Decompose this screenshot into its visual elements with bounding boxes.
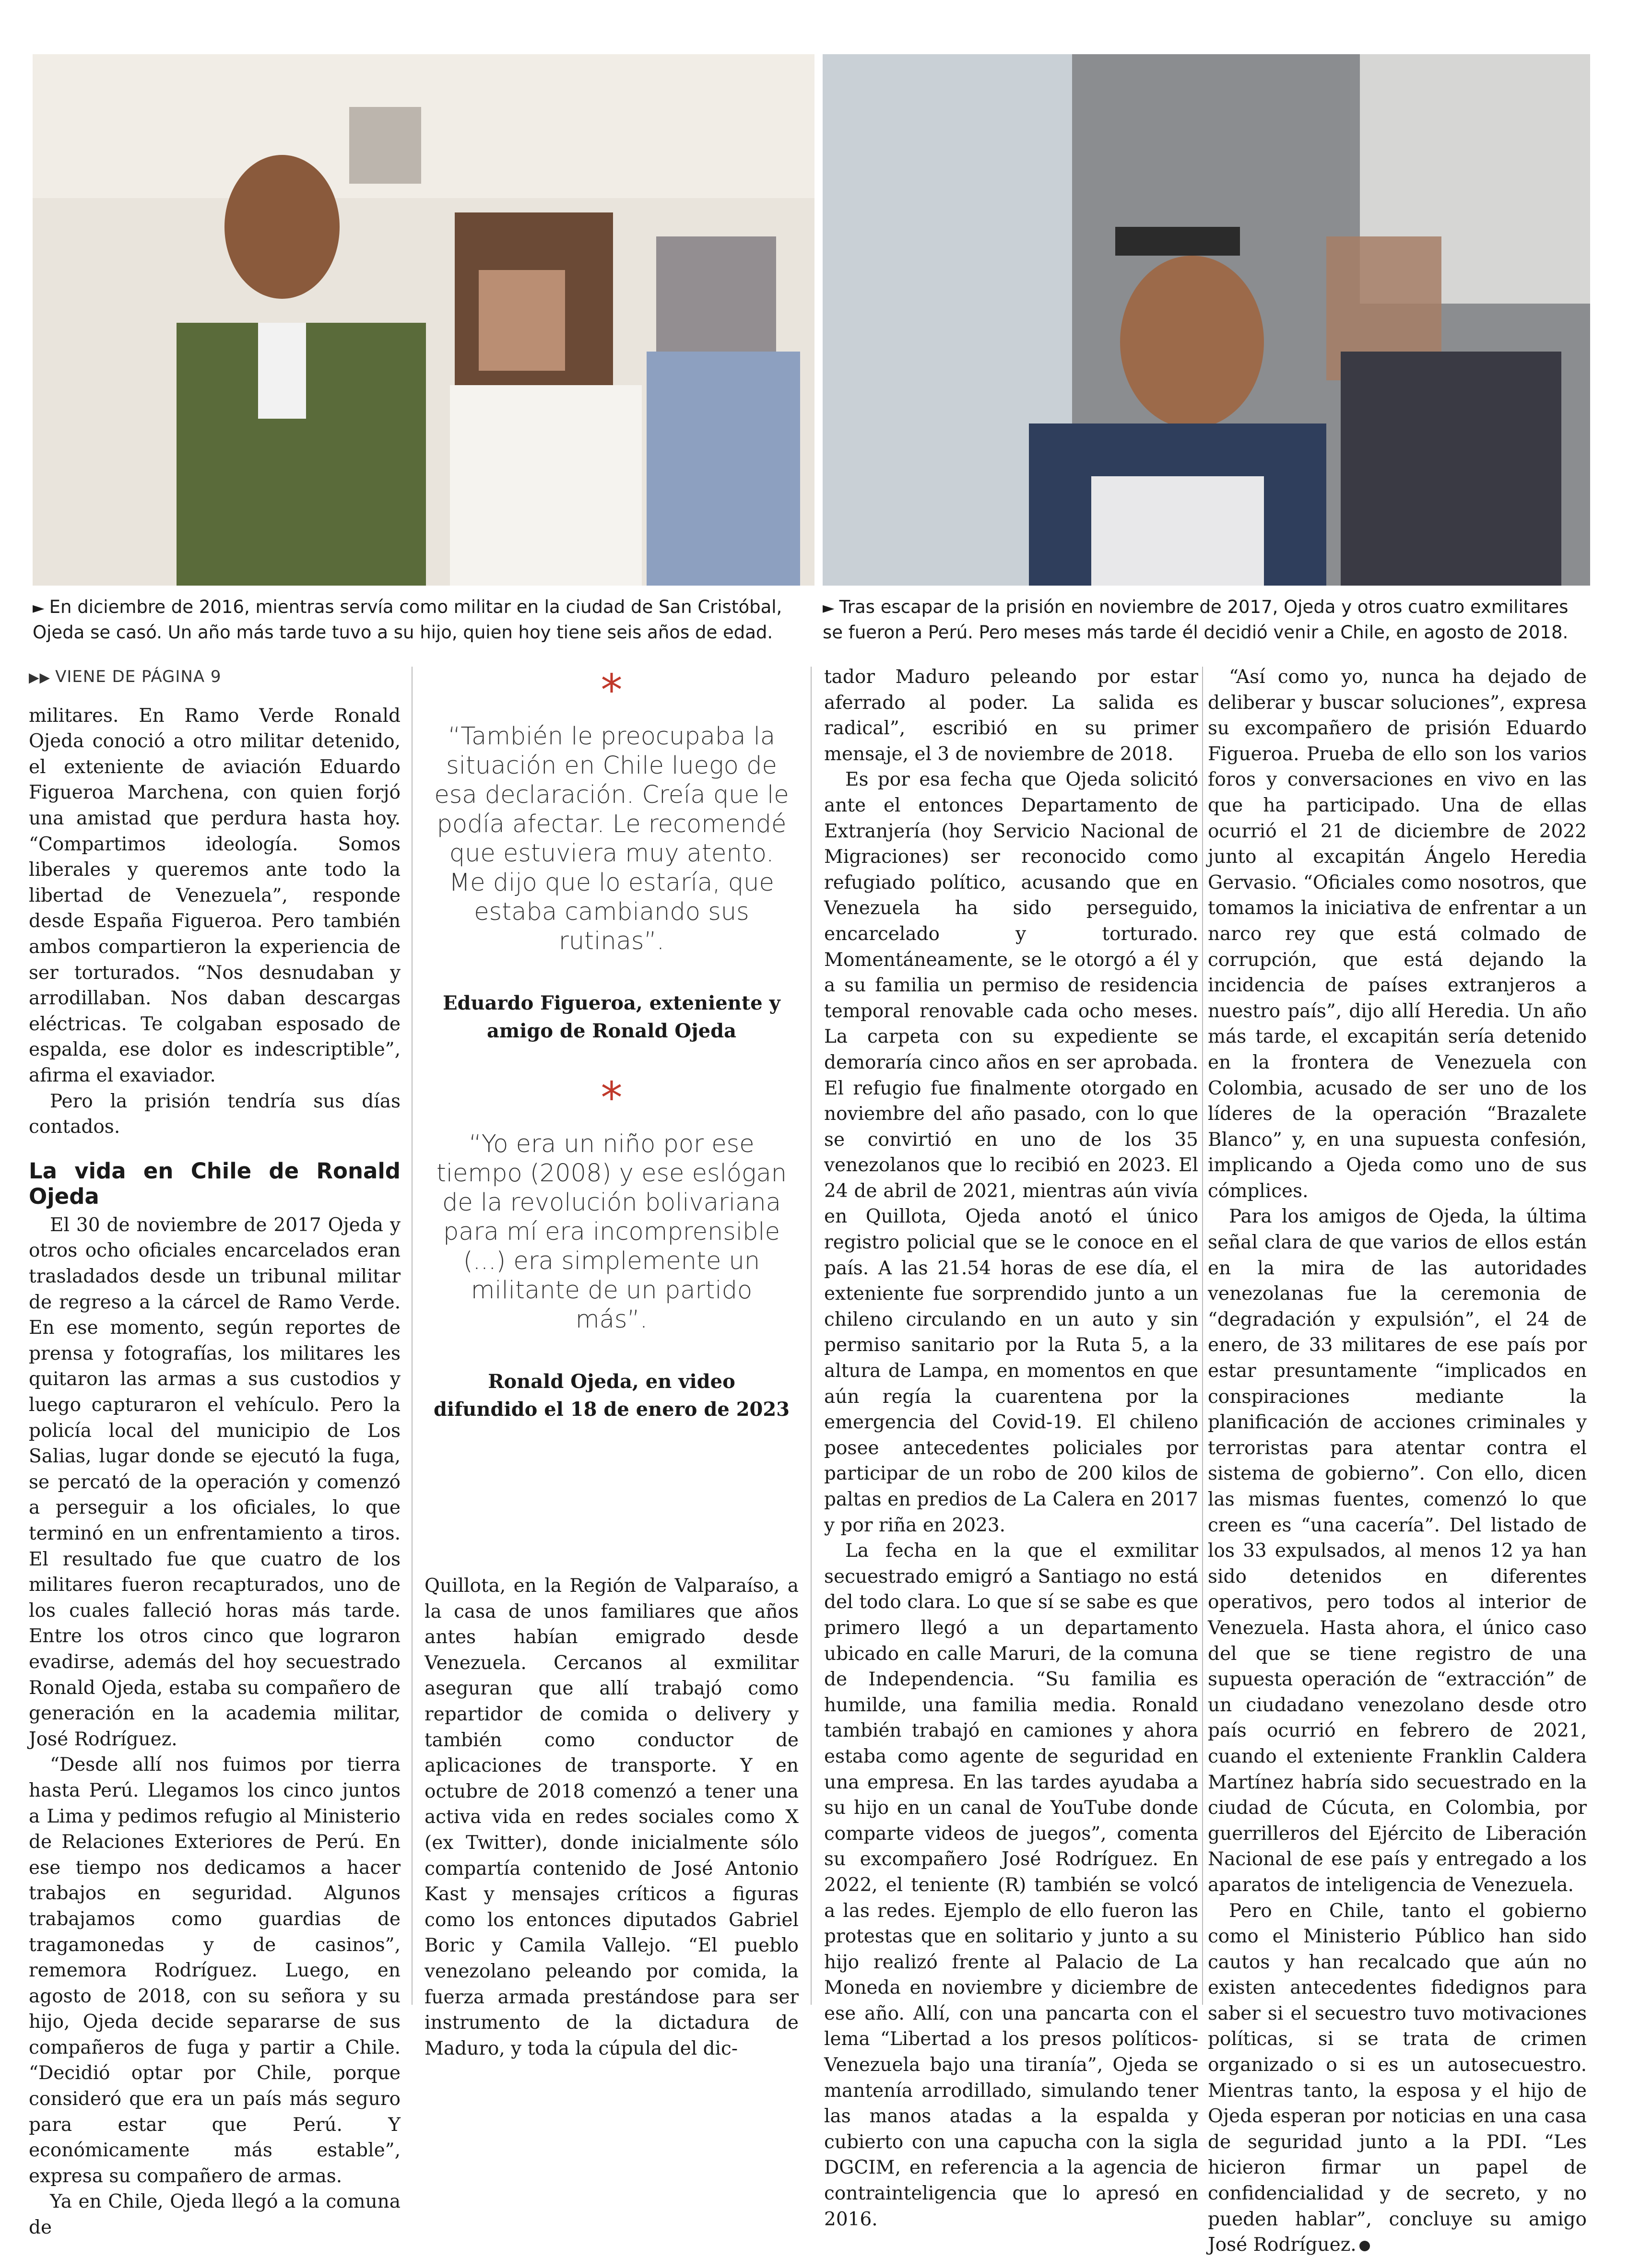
caption-right: ► Tras escapar de la prisión en noviembre de 2017, Ojeda y otros cuatro exmilitares se fueron a Perú. Pero meses más tarde él decidió venir a Chile, en agosto de 2018.: [823, 597, 1569, 643]
paragraph: Ya en Chile, Ojeda llegó a la comuna de: [29, 2191, 401, 2239]
double-arrow-icon: ▶▶: [29, 670, 51, 685]
quote-attribution: Eduardo Figueroa, exteniente y amigo de Ronald Ojeda: [443, 992, 780, 1042]
paragraph: El 30 de noviembre de 2017 Ojeda y otros ocho oficiales encarcelados eran trasladados desde un tribunal militar de regreso a la cárcel de Ramo Verde. En ese momento, según reportes de prensa y fotografías, los militares les quitaron las armas a sus custodios y luego capturaron el vehículo. Pero la policía local del municipio de Los Salias, lugar donde se ejecutó la fuga, se percató de la operación y comenzó a perseguir a los oficiales, lo que terminó en un enfrentamiento a tiros. El resultado fue que cuatro de los militares fueron recapturados, uno de los cuales falleció horas más tarde. Entre los otros cinco que lograron evadirse, además del hoy secuestrado Ronald Ojeda, estaba su compañero de generación en la academia militar, José Rodríguez.: [29, 1214, 401, 1750]
asterisk-icon: *: [601, 665, 623, 716]
paragraph: militares. En Ramo Verde Ronald Ojeda conoció a otro militar detenido, el exteniente de aviación Eduardo Figueroa Marchena, con quien forjó una amistad que perdura hasta hoy. “Compartimos ideología. Somos liberales y queremos ante todo la libertad de Venezuela”, responde desde España Figueroa. Pero también ambos compartieron la experiencia de ser torturados. “Nos desnudaban y arrodillaban. Nos daban descargas eléctricas. Te colgaban esposado de espalda, ese dolor es indescriptible”, afirma el exaviador.: [29, 705, 401, 1086]
paragraph: Pero en Chile, tanto el gobierno como el Ministerio Público han sido cautos y han recalcado que aún no existen antecedentes fidedignos para saber si el secuestro tuvo motivaciones políticas, si se trata de crimen organizado o si es un autosecuestro. Mientras tanto, la esposa y el hijo de Ojeda esperan por noticias en una casa de seguridad junto a la PDI. “Les hicieron firmar un papel de confidencialidad y de secreto, y no pueden hablar”, concluye su amigo José Rodríguez.: [1208, 1900, 1587, 2256]
column-rule: [811, 667, 812, 2005]
paragraph: Quillota, en la Región de Valparaíso, a la casa de unos familiares que años antes habían emigrado desde Venezuela. Cercanos al exmilitar aseguran que allí trabajó como repartidor de comida o delivery y también como conductor de aplicaciones de transporte. Y en octubre de 2018 comenzó a tener una activa vida en redes sociales como X (ex Twitter), donde inicialmente sólo compartía contenido de José Antonio Kast y mensajes críticos a figuras como los entonces diputados Gabriel Boric y Camila Vallejo. “El pueblo venezolano peleando por comida, la fuerza armada prestándose para ser instrumento de la dictadura de Maduro, y toda la cúpula del dic-: [425, 1575, 799, 2059]
quote-text: “También le preocupaba la situación en Chile luego de esa declaración. Creía que le podía afectar. Le recomendé que estuviera muy atento. Me dijo que lo estaría, que estaba cambiando sus rutinas”.: [434, 722, 789, 955]
play-triangle-icon: ►: [823, 599, 835, 617]
paragraph: Pero la prisión tendría sus días contados.: [29, 1090, 401, 1138]
column-rule: [1202, 667, 1203, 2005]
column-rule: [412, 667, 413, 2005]
article-column-2: [425, 1573, 799, 2061]
asterisk-icon: *: [601, 1073, 623, 1123]
paragraph: “Así como yo, nunca ha dejado de deliberar y buscar soluciones”, expresa su excompañero de prisión Eduardo Figueroa. Prueba de ello son los varios foros y conversaciones en vivo en las que ha participado. Una de ellas ocurrió el 21 de diciembre de 2022 junto al excapitán Ángelo Heredia Gervasio. “Oficiales como nosotros, que tomamos la iniciativa de enfrentar a un narco rey que está colmado de corrupción, que está dejando la incidencia de países extranjeros a nuestro país”, dijo allí Heredia. Un año más tarde, el excapitán sería detenido en la frontera de Venezuela con Colombia, acusado de ser uno de los líderes de la operación “Brazalete Blanco” y, en una supuesta confesión, implicando a Ojeda como uno de sus cómplices.: [1208, 666, 1587, 1202]
end-of-article-icon: [1359, 2241, 1370, 2251]
photo-wedding: [33, 54, 814, 586]
article-column-4: [1208, 664, 1587, 2258]
photo-after-escape: [823, 54, 1590, 586]
paragraph: tador Maduro peleando por estar aferrado al poder. La salida es radical”, escribió en su primer mensaje, el 3 de noviembre de 2018.: [824, 666, 1198, 765]
quote-attribution: Ronald Ojeda, en video difundido el 18 de enero de 2023: [433, 1370, 790, 1421]
pull-quote-figueroa: [425, 665, 799, 1045]
play-triangle-icon: ►: [33, 599, 45, 617]
section-heading: La vida en Chile de Ronald Ojeda: [29, 1158, 401, 1210]
quote-text: “Yo era un niño por ese tiempo (2008) y ese eslógan de la revolución bolivariana para mí era incomprensible (...) era simplemente un militante de un partido más”.: [436, 1130, 787, 1334]
paragraph: La fecha en la que el exmilitar secuestrado emigró a Santiago no está del todo clara. Lo que sí se sabe es que primero llegó a un departamento ubicado en calle Maruri, de la comuna de Independencia. “Su familia es humilde, una familia media. Ronald también trabajó en camiones y ahora estaba como agente de seguridad en una empresa. En las tardes ayudaba a su hijo en un canal de YouTube donde comparte videos de juegos”, comenta su excompañero José Rodríguez. En 2022, el teniente (R) también se volcó a las redes. Ejemplo de ello fueron las protestas que en solitario y junto a su hijo realizó frente al Palacio de La Moneda en noviembre y diciembre de ese año. Allí, con una pancarta con el lema “Libertad a los presos políticos- Venezuela bajo una tiranía”, Ojeda se mantenía arrodillado, simulando tener las manos atadas a la espalda y cubierto con una capucha con la sigla DGCIM, en referencia a la agencia de contrainteligencia que lo apresó en 2016.: [824, 1540, 1198, 2230]
continued-from-label: ▶▶ VIENE DE PÁGINA 9: [29, 667, 222, 686]
caption-left: ► En diciembre de 2016, mientras servía como militar en la ciudad de San Cristóbal, Ojeda se casó. Un año más tarde tuvo a su hijo, quien hoy tiene seis años de edad.: [33, 597, 782, 643]
article-column-1: [29, 664, 401, 2241]
paragraph: Es por esa fecha que Ojeda solicitó ante el entonces Departamento de Extranjería (hoy Servicio Nacional de Migraciones) ser reconocido como refugiado político, acusando que en Venezuela ha sido perseguido, encarcelado y torturado. Momentáneamente, se le otorgó a él y a su familia un permiso de residencia temporal renovable cada ocho meses. La carpeta con su expediente se demoraría cinco años en ser aprobada. El refugio fue finalmente otorgado en noviembre del año pasado, con lo que se convirtió en uno de los 35 venezolanos que lo recibió en 2023. El 24 de abril de 2021, mientras aún vivía en Quillota, Ojeda anotó el único registro policial que se le conoce en el país. A las 21.54 horas de ese día, el exteniente fue sorprendido junto a un chileno circulando en un auto y sin permiso sanitario por la Ruta 5, a la altura de Lampa, en momentos en que aún regía la cuarentena por la emergencia del Covid-19. El chileno posee antecedentes policiales por participar de un robo de 200 kilos de paltas en predios de La Calera en 2017 y por riña en 2023.: [824, 769, 1198, 1536]
paragraph: “Desde allí nos fuimos por tierra hasta Perú. Llegamos los cinco juntos a Lima y pedimos refugio al Ministerio de Relaciones Exteriores de Perú. En ese tiempo nos dedicamos a hacer trabajos en seguridad. Algunos trabajamos como guardias de tragamonedas y de casinos”, rememora Rodríguez. Luego, en agosto de 2018, con su señora y su hijo, Ojeda decide separarse de sus compañeros de fuga y partir a Chile. “Decidió optar por Chile, porque consideró que era un país más seguro para estar que Perú. Y económicamente más estable”, expresa su compañero de armas.: [29, 1754, 401, 2187]
article-column-3: [824, 664, 1198, 2232]
pull-quote-ojeda: [425, 1073, 799, 1423]
paragraph: Para los amigos de Ojeda, la última señal clara de que varios de ellos están en la mira de las autoridades venezolanas fue la ceremonia de “degradación y expulsión”, el 24 de enero, de 33 militares de ese país por estar presuntamente “implicados en conspiraciones mediante la planificación de acciones criminales y terroristas para atentar contra el sistema de gobierno”. Con ello, dicen las mismas fuentes, comenzó lo que creen es “una cacería”. Del listado de los 33 expulsados, al menos 12 ya han sido detenidos en diferentes operativos, pero todos al interior de Venezuela. Hasta ahora, el único caso del que se tiene registro de una supuesta operación de “extracción” de un ciudadano venezolano desde otro país ocurrió en febrero de 2021, cuando el exteniente Franklin Caldera Martínez habría sido secuestrado en la ciudad de Cúcuta, en Colombia, por guerrilleros del Ejército de Liberación Nacional de ese país y entregado a los aparatos de inteligencia de Venezuela.: [1208, 1206, 1587, 1896]
